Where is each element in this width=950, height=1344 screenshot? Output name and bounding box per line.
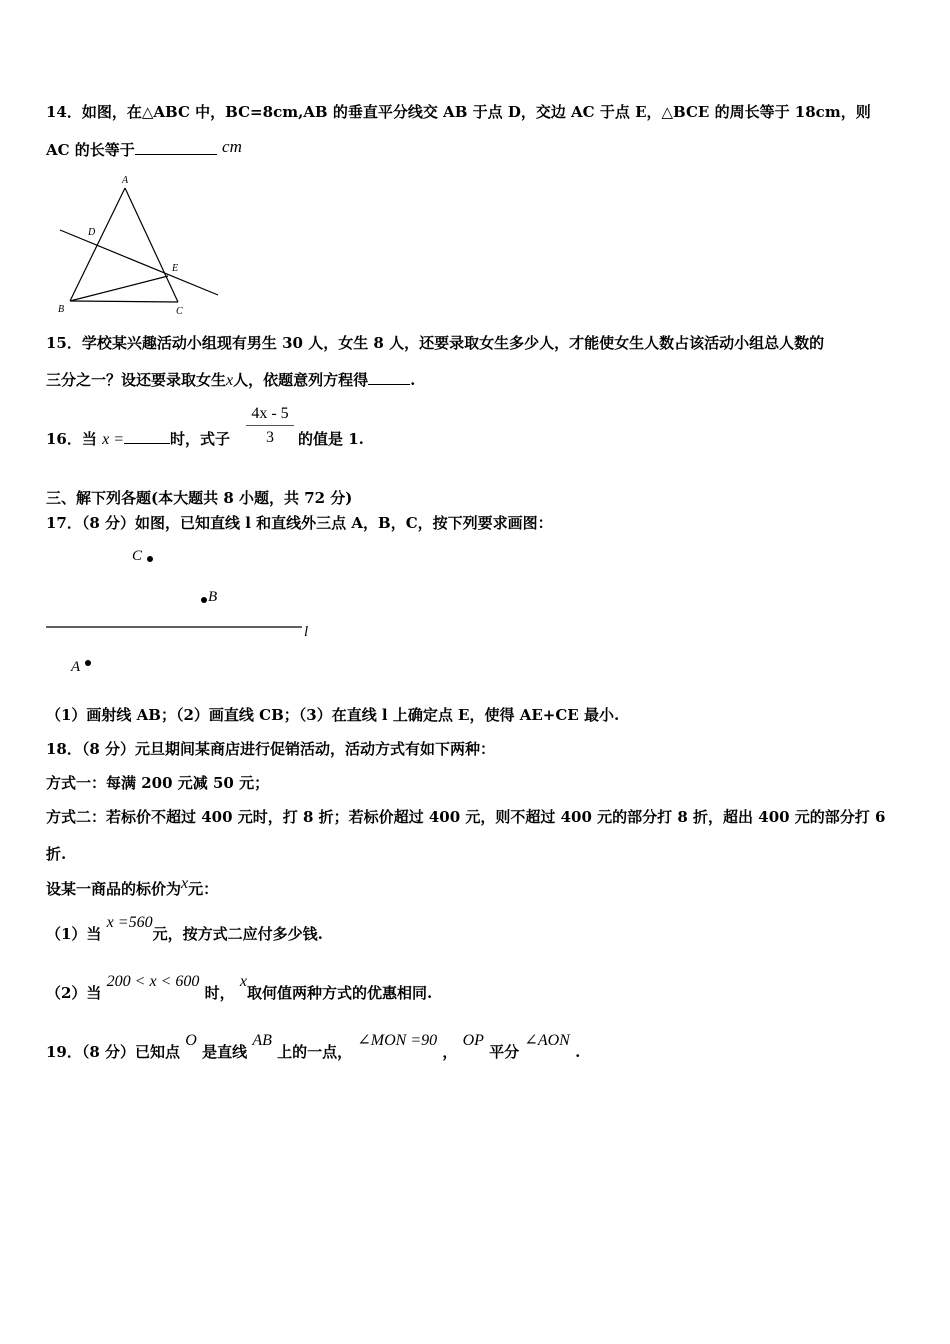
q16-fraction-bar xyxy=(246,425,294,426)
q19-point-o: O xyxy=(185,1032,197,1049)
q19-line-ab: AB xyxy=(252,1032,272,1049)
line-l-label: l xyxy=(304,624,309,640)
q14-line1: 14．如图，在△ABC 中，BC=8cm,AB 的垂直平分线交 AB 于点 D，交边 AC 于点 E，△BCE 的周长等于 18cm，则 xyxy=(46,103,871,121)
q18-part2 xyxy=(46,973,433,1004)
label-b: B xyxy=(58,304,65,315)
q18-setup-var: x xyxy=(181,875,189,892)
q15-line2 xyxy=(46,370,415,391)
q19-angle-mon: ∠MON =90 xyxy=(357,1032,438,1049)
point-c xyxy=(147,556,153,562)
q18-way1: 方式一：每满 200 元减 50 元； xyxy=(46,774,270,792)
segment-be xyxy=(70,276,168,301)
q16-mid: 时，式子 xyxy=(170,430,231,448)
perpendicular-bisector xyxy=(60,230,218,295)
side-bc xyxy=(70,301,178,302)
q18-part1-b: 元，按方式二应付多少钱. xyxy=(152,925,323,943)
q19-b: 是直线 xyxy=(202,1043,248,1061)
section3-heading: 三、解下列各题(本大题共 8 小题，共 72 分) xyxy=(46,489,353,507)
q15-var-x: x xyxy=(226,372,234,389)
label-d: D xyxy=(88,227,96,238)
label-c: C xyxy=(176,306,183,317)
q19-end: . xyxy=(575,1043,581,1061)
q16-var-eq: x = xyxy=(102,431,125,448)
q18-setup-a: 设某一商品的标价为 xyxy=(46,880,182,898)
q18-part1-math: x =560 xyxy=(106,914,153,931)
point-a xyxy=(85,660,91,666)
q14-answer-blank xyxy=(135,140,217,155)
q18-way2-line2: 折. xyxy=(46,845,67,863)
q18-part2-b: 时， xyxy=(204,984,235,1002)
point-c-label: C xyxy=(132,548,143,564)
q16-answer-blank xyxy=(124,429,170,444)
q18-part2-c: 取何值两种方式的优惠相同. xyxy=(246,984,433,1002)
q16-denominator: 3 xyxy=(266,429,274,446)
q17-figure xyxy=(40,540,330,680)
q16-line xyxy=(46,429,230,450)
q16-prefix: 16．当 xyxy=(46,430,97,448)
q18-stem: 18．（8 分）元旦期间某商店进行促销活动，活动方式有如下两种： xyxy=(46,740,496,758)
q18-part1-a: （1）当 xyxy=(46,925,102,943)
q18-part1 xyxy=(46,914,323,945)
q19-a: 19．（8 分）已知点 xyxy=(46,1043,181,1061)
q16-suffix: 的值是 1. xyxy=(298,430,364,448)
q14-unit: cm xyxy=(222,137,242,156)
q15-line2-a: 三分之一？设还要录取女生 xyxy=(46,371,227,389)
q19-ray-op: OP xyxy=(462,1032,484,1049)
q18-part2-a: （2）当 xyxy=(46,984,102,1002)
q17-stem: 17．（8 分）如图，已知直线 l 和直线外三点 A，B，C，按下列要求画图： xyxy=(46,514,553,532)
q19-d: 平分 xyxy=(489,1043,520,1061)
q15-end: . xyxy=(410,371,416,389)
q18-part2-var: x xyxy=(239,973,247,990)
q18-way2-line1: 方式二：若标价不超过 400 元时，打 8 折；若标价超过 400 元，则不超过 400 元的部分打 8 折，超出 400 元的部分打 6 xyxy=(46,808,886,826)
label-e: E xyxy=(172,263,179,274)
q14-triangle-figure xyxy=(40,170,230,318)
label-a: A xyxy=(122,175,129,186)
q14-line2-text: AC 的长等于 xyxy=(46,141,135,159)
q16-fraction xyxy=(246,404,294,447)
q15-line2-b: 人，依题意列方程得 xyxy=(233,371,369,389)
q19-angle-aon: ∠AON xyxy=(524,1032,570,1049)
point-a-label: A xyxy=(71,659,81,675)
q15-answer-blank xyxy=(368,370,410,385)
q16-numerator: 4x - 5 xyxy=(251,405,289,422)
point-b-label: B xyxy=(208,589,218,605)
q15-line1: 15．学校某兴趣活动小组现有男生 30 人，女生 8 人，还要录取女生多少人，才能使女生人数占该活动小组总人数的 xyxy=(46,334,825,352)
q19-c: 上的一点， xyxy=(277,1043,353,1061)
q14-line2 xyxy=(46,137,242,160)
q18-setup-b: 元： xyxy=(188,880,219,898)
q18-part2-math: 200 < x < 600 xyxy=(106,973,200,990)
q18-setup xyxy=(46,875,219,900)
side-ab xyxy=(70,188,125,301)
q19-line xyxy=(46,1032,581,1063)
q17-tasks: （1）画射线 AB；（2）画直线 CB；（3）在直线 l 上确定点 E，使得 AE+CE 最小. xyxy=(46,706,620,724)
point-b xyxy=(201,597,207,603)
q19-comma: ， xyxy=(442,1043,458,1061)
